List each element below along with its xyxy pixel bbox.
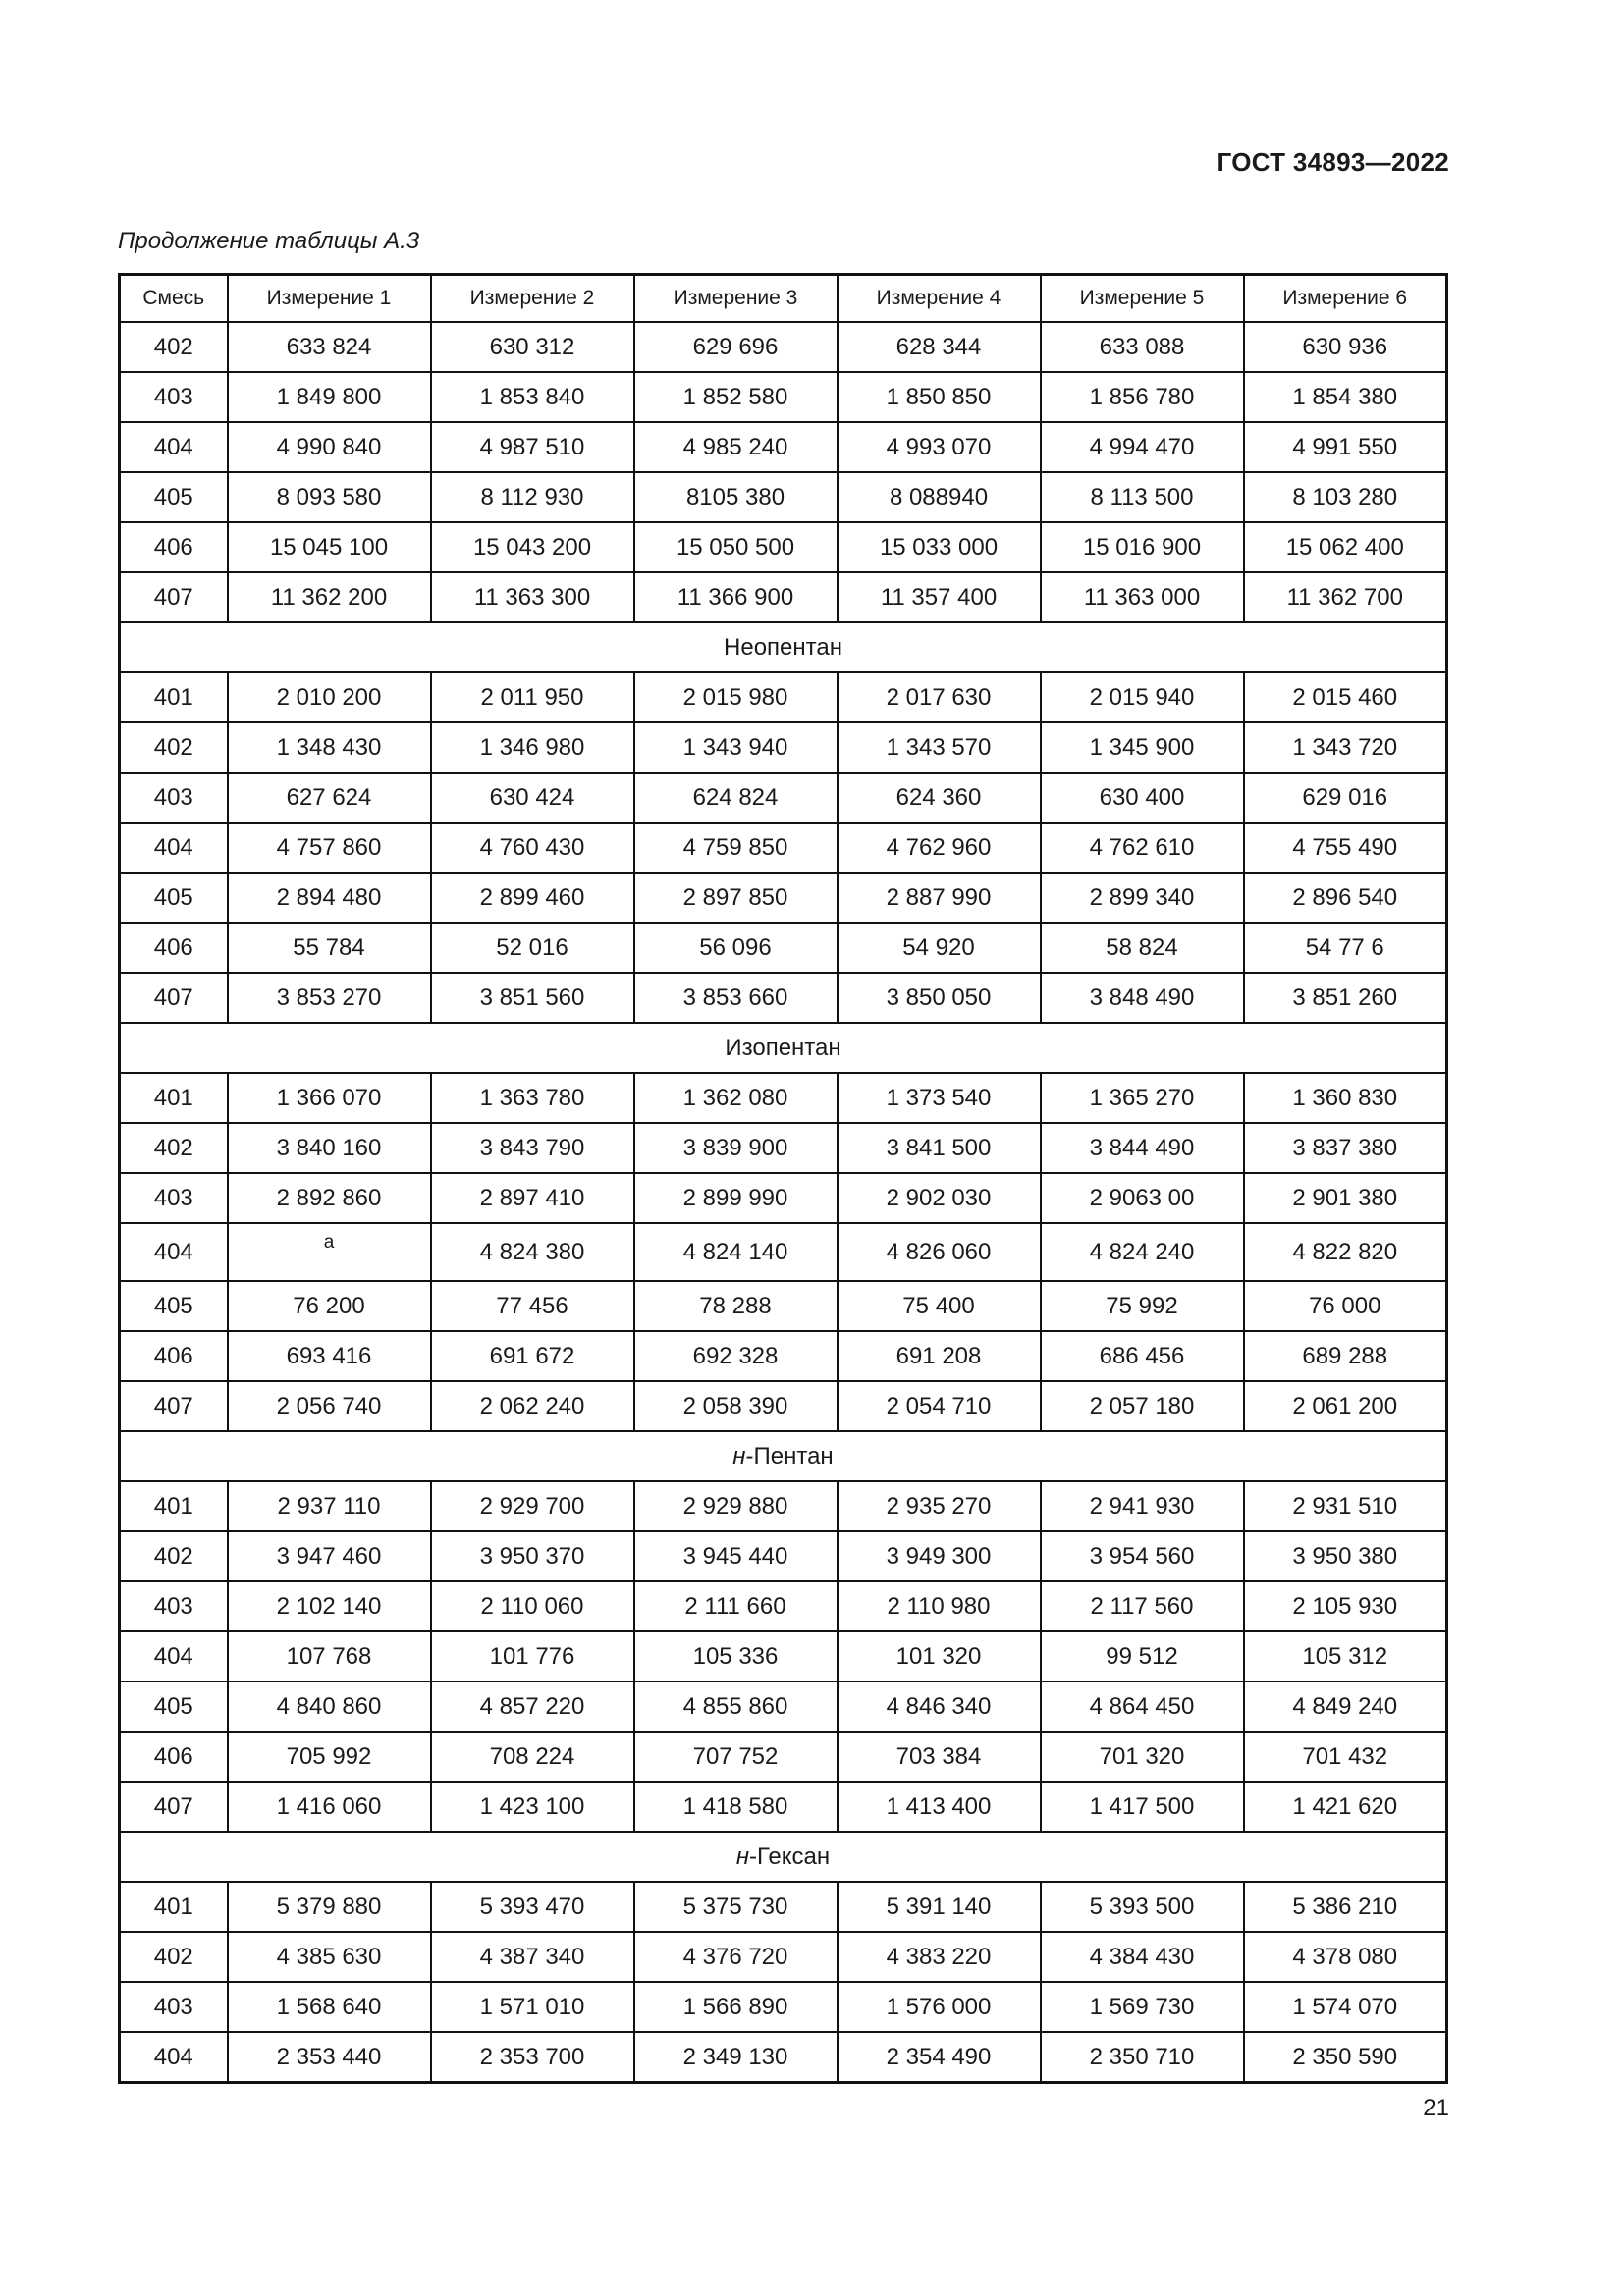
measurement-cell: 1 423 100 — [431, 1782, 634, 1832]
measurement-cell: 1 856 780 — [1041, 372, 1244, 422]
measurement-cell: 75 400 — [838, 1281, 1041, 1331]
measurement-cell: 4 846 340 — [838, 1682, 1041, 1732]
measurement-cell: 4 755 490 — [1244, 823, 1447, 873]
measurement-cell: 2 110 980 — [838, 1581, 1041, 1631]
column-header-mixture: Смесь — [120, 275, 228, 323]
measurement-cell: 4 991 550 — [1244, 422, 1447, 472]
measurement-cell: 701 432 — [1244, 1732, 1447, 1782]
measurement-cell: 2 110 060 — [431, 1581, 634, 1631]
measurement-cell: 1 360 830 — [1244, 1073, 1447, 1123]
measurement-cell: 691 672 — [431, 1331, 634, 1381]
table-row — [120, 973, 1447, 1023]
measurement-cell: 5 393 470 — [431, 1882, 634, 1932]
measurement-cell: 3 850 050 — [838, 973, 1041, 1023]
mixture-cell: 403 — [120, 773, 228, 823]
measurement-cell: 2 899 990 — [634, 1173, 838, 1223]
table-row — [120, 422, 1447, 472]
column-header-measurement-3: Измерение 3 — [634, 275, 838, 323]
table-row — [120, 1381, 1447, 1431]
measurement-cell: 99 512 — [1041, 1631, 1244, 1682]
table-row — [120, 873, 1447, 923]
mixture-cell: 405 — [120, 1682, 228, 1732]
measurement-cell: 4 857 220 — [431, 1682, 634, 1732]
mixture-cell: 402 — [120, 322, 228, 372]
measurement-cell: 1 413 400 — [838, 1782, 1041, 1832]
measurement-cell: 4 849 240 — [1244, 1682, 1447, 1732]
measurement-cell: 1 363 780 — [431, 1073, 634, 1123]
measurement-cell: 629 016 — [1244, 773, 1447, 823]
measurement-cell: 1 365 270 — [1041, 1073, 1244, 1123]
measurement-cell: 1 571 010 — [431, 1982, 634, 2032]
measurement-cell: 76 000 — [1244, 1281, 1447, 1331]
measurement-cell: 1 416 060 — [228, 1782, 431, 1832]
measurement-cell: 1 852 580 — [634, 372, 838, 422]
measurement-cell: 629 696 — [634, 322, 838, 372]
measurement-cell: 11 366 900 — [634, 572, 838, 622]
mixture-cell: 403 — [120, 372, 228, 422]
measurement-cell: 105 336 — [634, 1631, 838, 1682]
measurement-cell: 4 762 610 — [1041, 823, 1244, 873]
measurement-cell: 624 360 — [838, 773, 1041, 823]
measurement-cell: 4 760 430 — [431, 823, 634, 873]
measurement-cell: 692 328 — [634, 1331, 838, 1381]
measurement-cell: 75 992 — [1041, 1281, 1244, 1331]
measurement-cell: 3 844 490 — [1041, 1123, 1244, 1173]
mixture-cell: 401 — [120, 1481, 228, 1531]
measurement-cell: 8 088940 — [838, 472, 1041, 522]
measurement-cell: 55 784 — [228, 923, 431, 973]
measurement-cell: 15 043 200 — [431, 522, 634, 572]
table-row — [120, 572, 1447, 622]
section-title-prefix: н — [735, 1842, 750, 1870]
measurement-cell: 54 77 6 — [1244, 923, 1447, 973]
table-row — [120, 923, 1447, 973]
mixture-cell: 401 — [120, 672, 228, 722]
measurement-cell: 15 016 900 — [1041, 522, 1244, 572]
measurement-cell: 2 105 930 — [1244, 1581, 1447, 1631]
measurement-cell: 3 947 460 — [228, 1531, 431, 1581]
table-caption: Продолжение таблицы А.3 — [118, 228, 420, 254]
table-row — [120, 1982, 1447, 2032]
table-row — [120, 1631, 1447, 1682]
mixture-cell: 402 — [120, 1531, 228, 1581]
measurement-cell: 11 357 400 — [838, 572, 1041, 622]
measurement-cell: 2 062 240 — [431, 1381, 634, 1431]
measurement-cell: 703 384 — [838, 1732, 1041, 1782]
measurement-cell: 3 843 790 — [431, 1123, 634, 1173]
measurement-cell: 707 752 — [634, 1732, 838, 1782]
mixture-cell: 407 — [120, 1782, 228, 1832]
measurement-cell: 1 343 940 — [634, 722, 838, 773]
measurement-cell: 2 056 740 — [228, 1381, 431, 1431]
measurement-cell: 1 343 570 — [838, 722, 1041, 773]
section-row — [120, 1431, 1447, 1481]
measurement-cell: 2 102 140 — [228, 1581, 431, 1631]
document-code: ГОСТ 34893—2022 — [1217, 147, 1449, 177]
measurement-cell: 5 386 210 — [1244, 1882, 1447, 1932]
measurement-cell: 54 920 — [838, 923, 1041, 973]
measurement-cell: 11 362 200 — [228, 572, 431, 622]
measurement-cell: 1 569 730 — [1041, 1982, 1244, 2032]
table-row — [120, 1173, 1447, 1223]
measurement-cell: 3 840 160 — [228, 1123, 431, 1173]
measurement-cell: 3 851 260 — [1244, 973, 1447, 1023]
table-row — [120, 1732, 1447, 1782]
section-title-label: Изопентан — [725, 1034, 841, 1061]
measurement-cell: 4 822 820 — [1244, 1223, 1447, 1281]
measurement-cell: 2 931 510 — [1244, 1481, 1447, 1531]
measurement-cell: 3 837 380 — [1244, 1123, 1447, 1173]
measurements-table — [118, 273, 1448, 2084]
measurement-cell: 1 343 720 — [1244, 722, 1447, 773]
measurement-cell: 1 366 070 — [228, 1073, 431, 1123]
column-header-measurement-6: Измерение 6 — [1244, 275, 1447, 323]
measurement-cell: 4 826 060 — [838, 1223, 1041, 1281]
table-row — [120, 1331, 1447, 1381]
section-title — [120, 1431, 1447, 1481]
measurement-cell: 624 824 — [634, 773, 838, 823]
measurement-cell: 1 373 540 — [838, 1073, 1041, 1123]
measurement-cell: 4 985 240 — [634, 422, 838, 472]
section-row — [120, 1023, 1447, 1073]
measurement-cell: 15 050 500 — [634, 522, 838, 572]
column-header-measurement-5: Измерение 5 — [1041, 275, 1244, 323]
mixture-cell: 407 — [120, 973, 228, 1023]
measurement-cell: 1 854 380 — [1244, 372, 1447, 422]
measurement-cell: 1 345 900 — [1041, 722, 1244, 773]
measurement-cell: 630 312 — [431, 322, 634, 372]
mixture-cell: 403 — [120, 1173, 228, 1223]
table-row — [120, 1882, 1447, 1932]
measurement-cell: 2 899 340 — [1041, 873, 1244, 923]
table-row — [120, 372, 1447, 422]
measurement-cell: 56 096 — [634, 923, 838, 973]
measurement-cell: 78 288 — [634, 1281, 838, 1331]
measurement-cell: 8 103 280 — [1244, 472, 1447, 522]
measurement-cell: 2 941 930 — [1041, 1481, 1244, 1531]
measurement-cell: 3 851 560 — [431, 973, 634, 1023]
mixture-cell: 406 — [120, 923, 228, 973]
measurement-cell: 4 824 380 — [431, 1223, 634, 1281]
measurement-cell: 4 384 430 — [1041, 1932, 1244, 1982]
table-row — [120, 2032, 1447, 2083]
measurement-cell: 1 576 000 — [838, 1982, 1041, 2032]
measurement-cell: 1 574 070 — [1244, 1982, 1447, 2032]
measurement-cell: 2 054 710 — [838, 1381, 1041, 1431]
measurement-cell: 3 848 490 — [1041, 973, 1244, 1023]
measurement-cell: 705 992 — [228, 1732, 431, 1782]
measurement-cell: 693 416 — [228, 1331, 431, 1381]
measurement-cell: 52 016 — [431, 923, 634, 973]
table-row — [120, 322, 1447, 372]
measurement-cell: 1 421 620 — [1244, 1782, 1447, 1832]
section-title — [120, 1832, 1447, 1882]
measurement-cell: 5 393 500 — [1041, 1882, 1244, 1932]
measurement-cell: 77 456 — [431, 1281, 634, 1331]
measurement-cell: 2 015 460 — [1244, 672, 1447, 722]
mixture-cell: 401 — [120, 1882, 228, 1932]
section-title-label: -Пентан — [745, 1442, 834, 1469]
column-header-measurement-2: Измерение 2 — [431, 275, 634, 323]
measurement-cell: 1 853 840 — [431, 372, 634, 422]
section-row — [120, 1832, 1447, 1882]
measurement-cell: 3 841 500 — [838, 1123, 1041, 1173]
measurement-cell: 630 400 — [1041, 773, 1244, 823]
measurement-cell: 105 312 — [1244, 1631, 1447, 1682]
measurement-cell: 101 776 — [431, 1631, 634, 1682]
measurement-cell: 5 379 880 — [228, 1882, 431, 1932]
measurement-cell: 1 417 500 — [1041, 1782, 1244, 1832]
measurement-cell: 4 824 240 — [1041, 1223, 1244, 1281]
measurement-cell: 2 896 540 — [1244, 873, 1447, 923]
table-row — [120, 1123, 1447, 1173]
mixture-cell: 402 — [120, 1932, 228, 1982]
measurement-cell: 8 113 500 — [1041, 472, 1244, 522]
section-title — [120, 1023, 1447, 1073]
measurement-cell: 630 424 — [431, 773, 634, 823]
measurement-cell: 2 350 590 — [1244, 2032, 1447, 2083]
measurement-cell: 628 344 — [838, 322, 1041, 372]
measurement-cell: 2 010 200 — [228, 672, 431, 722]
measurement-cell: 633 824 — [228, 322, 431, 372]
measurement-cell: 2 015 980 — [634, 672, 838, 722]
measurement-cell: 11 362 700 — [1244, 572, 1447, 622]
measurement-cell: 107 768 — [228, 1631, 431, 1682]
measurement-cell: 3 839 900 — [634, 1123, 838, 1173]
measurement-cell: 8 093 580 — [228, 472, 431, 522]
table-body — [120, 322, 1447, 2083]
measurement-cell: 2 901 380 — [1244, 1173, 1447, 1223]
measurement-cell: 4 990 840 — [228, 422, 431, 472]
mixture-cell: 402 — [120, 722, 228, 773]
measurement-cell: 2 897 410 — [431, 1173, 634, 1223]
measurement-cell: 58 824 — [1041, 923, 1244, 973]
measurement-cell: 708 224 — [431, 1732, 634, 1782]
measurement-cell: 630 936 — [1244, 322, 1447, 372]
measurement-cell: 11 363 000 — [1041, 572, 1244, 622]
measurement-cell: 1 348 430 — [228, 722, 431, 773]
table-row — [120, 1531, 1447, 1581]
section-row — [120, 622, 1447, 672]
mixture-cell: 403 — [120, 1581, 228, 1631]
measurement-cell: 2 353 700 — [431, 2032, 634, 2083]
section-title — [120, 622, 1447, 672]
mixture-cell: 405 — [120, 873, 228, 923]
measurement-cell: 4 762 960 — [838, 823, 1041, 873]
measurement-cell: 3 853 660 — [634, 973, 838, 1023]
section-title-prefix: н — [732, 1442, 746, 1469]
table-row — [120, 1932, 1447, 1982]
table-row — [120, 1223, 1447, 1281]
section-title-label: -Гексан — [749, 1842, 831, 1870]
measurement-cell: 2 111 660 — [634, 1581, 838, 1631]
measurement-cell: 627 624 — [228, 773, 431, 823]
measurement-cell: 4 385 630 — [228, 1932, 431, 1982]
measurement-cell: 4 383 220 — [838, 1932, 1041, 1982]
table-row — [120, 1782, 1447, 1832]
mixture-cell: 403 — [120, 1982, 228, 2032]
measurement-cell: 4 387 340 — [431, 1932, 634, 1982]
measurement-cell: 2 929 880 — [634, 1481, 838, 1531]
measurement-cell: 2 017 630 — [838, 672, 1041, 722]
mixture-cell: 404 — [120, 823, 228, 873]
measurement-cell: 4 840 860 — [228, 1682, 431, 1732]
measurement-cell: 2 935 270 — [838, 1481, 1041, 1531]
measurement-cell: 101 320 — [838, 1631, 1041, 1682]
table-row — [120, 672, 1447, 722]
page-number: 21 — [1423, 2095, 1449, 2121]
table-row — [120, 1281, 1447, 1331]
mixture-cell: 406 — [120, 522, 228, 572]
measurement-cell: 5 375 730 — [634, 1882, 838, 1932]
measurement-cell: 76 200 — [228, 1281, 431, 1331]
measurement-cell: 2 061 200 — [1244, 1381, 1447, 1431]
table-row — [120, 1073, 1447, 1123]
mixture-cell: 406 — [120, 1732, 228, 1782]
measurement-cell: 633 088 — [1041, 322, 1244, 372]
column-header-measurement-1: Измерение 1 — [228, 275, 431, 323]
measurement-cell: 2 011 950 — [431, 672, 634, 722]
measurement-cell: 4 759 850 — [634, 823, 838, 873]
mixture-cell: 404 — [120, 2032, 228, 2083]
table-row — [120, 773, 1447, 823]
measurement-cell: 686 456 — [1041, 1331, 1244, 1381]
measurement-cell: 689 288 — [1244, 1331, 1447, 1381]
measurement-cell: 2 892 860 — [228, 1173, 431, 1223]
table-row — [120, 1581, 1447, 1631]
measurement-cell: 3 853 270 — [228, 973, 431, 1023]
table-header-row — [120, 275, 1447, 323]
measurement-cell: 4 987 510 — [431, 422, 634, 472]
measurement-cell: 2 937 110 — [228, 1481, 431, 1531]
mixture-cell: 405 — [120, 1281, 228, 1331]
measurement-cell: 2 349 130 — [634, 2032, 838, 2083]
mixture-cell: 404 — [120, 422, 228, 472]
measurement-cell: 4 824 140 — [634, 1223, 838, 1281]
measurement-cell: 4 855 860 — [634, 1682, 838, 1732]
table-row — [120, 722, 1447, 773]
measurement-cell: 1 568 640 — [228, 1982, 431, 2032]
measurement-cell: 4 378 080 — [1244, 1932, 1447, 1982]
column-header-measurement-4: Измерение 4 — [838, 275, 1041, 323]
measurement-cell: 1 362 080 — [634, 1073, 838, 1123]
measurement-cell: 15 062 400 — [1244, 522, 1447, 572]
measurement-cell: 1 850 850 — [838, 372, 1041, 422]
measurement-cell: 2 887 990 — [838, 873, 1041, 923]
table-row — [120, 1682, 1447, 1732]
measurement-cell: 691 208 — [838, 1331, 1041, 1381]
measurement-cell: 1 346 980 — [431, 722, 634, 773]
measurement-cell: 2 350 710 — [1041, 2032, 1244, 2083]
table-row — [120, 823, 1447, 873]
measurement-cell: 3 945 440 — [634, 1531, 838, 1581]
measurement-cell: 4 864 450 — [1041, 1682, 1244, 1732]
measurement-cell: 15 033 000 — [838, 522, 1041, 572]
measurement-cell: 1 566 890 — [634, 1982, 838, 2032]
measurement-cell: 11 363 300 — [431, 572, 634, 622]
table-row — [120, 522, 1447, 572]
measurement-cell: 4 993 070 — [838, 422, 1041, 472]
measurement-cell: 1 418 580 — [634, 1782, 838, 1832]
measurement-cell: 4 757 860 — [228, 823, 431, 873]
measurement-cell: 2 354 490 — [838, 2032, 1041, 2083]
measurement-cell: 2 902 030 — [838, 1173, 1041, 1223]
measurement-cell: 2 9063 00 — [1041, 1173, 1244, 1223]
measurement-cell: а — [228, 1223, 431, 1281]
mixture-cell: 407 — [120, 572, 228, 622]
mixture-cell: 405 — [120, 472, 228, 522]
measurement-cell: 2 894 480 — [228, 873, 431, 923]
measurement-cell: 4 994 470 — [1041, 422, 1244, 472]
measurement-cell: 2 117 560 — [1041, 1581, 1244, 1631]
measurement-cell: 2 058 390 — [634, 1381, 838, 1431]
measurement-cell: 4 376 720 — [634, 1932, 838, 1982]
mixture-cell: 406 — [120, 1331, 228, 1381]
table-row — [120, 472, 1447, 522]
measurement-cell: 5 391 140 — [838, 1882, 1041, 1932]
mixture-cell: 404 — [120, 1223, 228, 1281]
measurement-cell: 15 045 100 — [228, 522, 431, 572]
mixture-cell: 402 — [120, 1123, 228, 1173]
section-title-label: Неопентан — [724, 633, 842, 661]
measurement-cell: 2 897 850 — [634, 873, 838, 923]
measurement-cell: 2 929 700 — [431, 1481, 634, 1531]
measurement-cell: 701 320 — [1041, 1732, 1244, 1782]
measurement-cell: 3 950 370 — [431, 1531, 634, 1581]
measurement-cell: 8105 380 — [634, 472, 838, 522]
measurement-cell: 2 015 940 — [1041, 672, 1244, 722]
measurement-cell: 3 950 380 — [1244, 1531, 1447, 1581]
measurement-cell: 2 899 460 — [431, 873, 634, 923]
measurement-cell: 3 954 560 — [1041, 1531, 1244, 1581]
mixture-cell: 401 — [120, 1073, 228, 1123]
mixture-cell: 404 — [120, 1631, 228, 1682]
measurement-cell: 2 057 180 — [1041, 1381, 1244, 1431]
measurement-cell: 3 949 300 — [838, 1531, 1041, 1581]
table-row — [120, 1481, 1447, 1531]
measurement-cell: 8 112 930 — [431, 472, 634, 522]
measurement-cell: 1 849 800 — [228, 372, 431, 422]
mixture-cell: 407 — [120, 1381, 228, 1431]
measurement-cell: 2 353 440 — [228, 2032, 431, 2083]
